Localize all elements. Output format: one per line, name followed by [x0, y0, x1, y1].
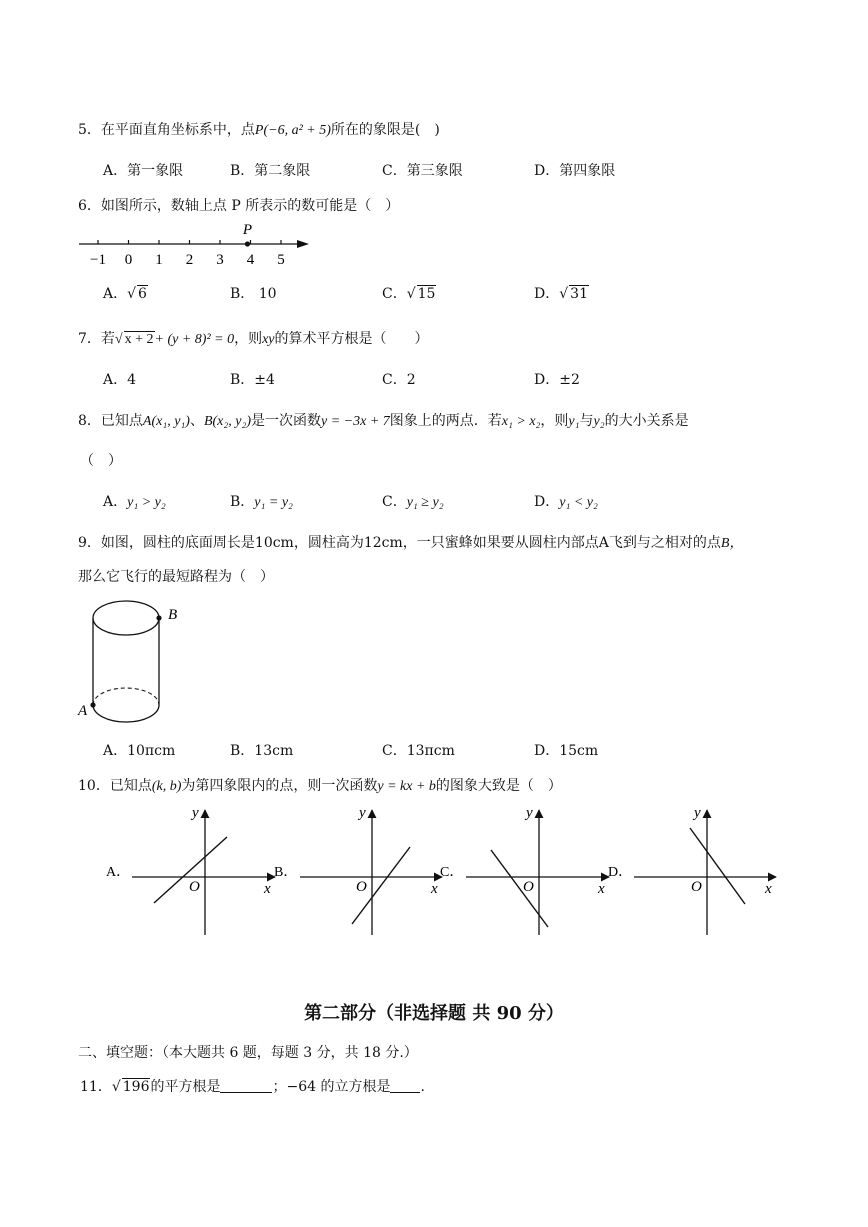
point-a-dot — [90, 702, 95, 707]
q10-graphs — [100, 800, 790, 940]
q11-stem: 11．√ 196的平方根是 ；−64 的立方根是 . — [80, 1079, 425, 1095]
q8-option-a-expr: y₁ > y₂ — [127, 495, 166, 510]
q10-func: y = kx + b — [377, 779, 436, 794]
part2-title: 第二部分（非选择题 共 90 分） — [304, 1003, 564, 1024]
fill-section-title: 二、填空题：（本大题共 6 题，每题 3 分，共 18 分.） — [78, 1045, 418, 1061]
graph-d — [608, 805, 776, 935]
q6-option-d-value: 31 — [570, 286, 588, 302]
number-line-tick-label: 5 — [277, 252, 285, 268]
number-line-tick-label: −1 — [90, 252, 106, 268]
cylinder-top-ellipse — [93, 601, 159, 635]
q8-point-b: B(x₂, y₂) — [203, 414, 252, 429]
point-b-dot — [156, 615, 161, 620]
q9-line1-text: 9．如图，圆柱的底面周长是10cm，圆柱高为12cm，一只蜜蜂如果要从圆柱内部点A飞到与之相对的点 — [78, 535, 721, 551]
q11-text-a: 11． — [80, 1079, 112, 1095]
graph-c-origin: O — [523, 879, 534, 895]
q5-text-a: 5．在平面直角坐标系中，点 — [78, 122, 255, 138]
graph-d-axis-y: y — [694, 805, 701, 821]
q10-kb: (k, b) — [151, 779, 182, 794]
number-line-tick-label: 3 — [216, 252, 224, 268]
graph-b-axis-y: y — [359, 805, 366, 821]
q7-stem: 7．若√ x + 2+ (y + 8)² = 0，则xy的算术平方根是（ ） — [78, 331, 429, 347]
q6-option-c-prefix: C． — [382, 286, 407, 302]
label-a: A — [78, 703, 88, 719]
q7-option-d[interactable]: D．±2 — [534, 372, 580, 388]
graph-b-label: B． — [274, 865, 298, 880]
q6-option-a[interactable]: A．√ 6 — [103, 286, 147, 302]
graph-a-origin: O — [189, 879, 200, 895]
q8-func: y = −3x + 7 — [321, 414, 390, 429]
q7-text-a: 7．若 — [78, 331, 115, 347]
q9-option-b[interactable]: B．13cm — [230, 743, 294, 759]
q6-option-a-value: 6 — [138, 286, 147, 302]
q9-option-c[interactable]: C．13πcm — [382, 743, 455, 759]
graph-c-axis-x: x — [598, 881, 605, 897]
number-line-tick-label: 4 — [246, 252, 255, 268]
graph-b-origin: O — [356, 879, 367, 895]
q8-option-a[interactable] — [103, 491, 166, 511]
q7-xy: xy — [262, 332, 275, 347]
graph-a — [106, 805, 275, 935]
q8-option-b-expr: y₁ = y₂ — [254, 495, 293, 510]
graph-b-axis-x: x — [431, 881, 438, 897]
q8-y2: y₂ — [593, 414, 605, 429]
graph-c-label: C． — [440, 865, 464, 880]
q7-option-c[interactable]: C．2 — [382, 372, 416, 388]
q8-text-a: 8．已知点 — [78, 413, 143, 429]
graph-d-label: D． — [608, 865, 633, 880]
number-line-tick-label: 1 — [155, 252, 163, 268]
q11-text-c: ；−64 的立方根是 — [272, 1079, 391, 1095]
q10-text-c: 的图象大致是（ ） — [435, 778, 562, 794]
q11-text-b: 的平方根是 — [150, 1079, 221, 1095]
q7-text-c: 的算术平方根是（ ） — [274, 331, 429, 347]
number-line-tick-label: 0 — [124, 252, 133, 268]
q7-expr-rest: + (y + 8)² = 0 — [154, 332, 235, 347]
point-p-label: P — [242, 222, 253, 238]
point-p-dot — [245, 241, 250, 246]
q8-option-b-prefix: B． — [230, 494, 255, 510]
q5-option-c[interactable]: C．第三象限 — [382, 163, 463, 179]
q10-stem — [78, 775, 562, 795]
q9-option-d[interactable]: D．15cm — [534, 743, 599, 759]
q8-text-d: ，则 — [540, 413, 569, 429]
q8-text-c: 图象上的两点．若 — [389, 413, 502, 429]
q7-option-b[interactable]: B．±4 — [230, 372, 275, 388]
graph-c — [440, 805, 609, 935]
graph-b — [274, 805, 442, 935]
q8-option-d[interactable] — [534, 491, 598, 511]
graph-d-axis-x: x — [765, 881, 772, 897]
q6-stem: 6．如图所示，数轴上点 P 所表示的数可能是（ ） — [78, 198, 400, 214]
q6-option-d[interactable]: D．√ 31 — [534, 286, 588, 302]
q6-option-a-prefix: A． — [103, 286, 128, 302]
q8-option-c[interactable] — [382, 491, 444, 511]
q7-expr-sqrt: x + 2 — [124, 332, 154, 347]
q8-text-e: 与 — [579, 413, 594, 429]
q9-line1-end: B， — [720, 536, 744, 551]
q5-option-a[interactable]: A．第一象限 — [103, 163, 184, 179]
q6-option-b-value: 10 — [258, 286, 277, 302]
q8-sep: 、 — [189, 413, 204, 429]
cylinder-bottom-front — [93, 705, 159, 722]
q5-option-b[interactable]: B．第二象限 — [230, 163, 311, 179]
q8-line2: （ ） — [80, 453, 122, 469]
q5-stem — [78, 119, 440, 139]
graph-c-axis-y: y — [526, 805, 533, 821]
q6-option-b[interactable] — [230, 283, 277, 303]
q10-text-b: 为第四象限内的点，则一次函数 — [181, 778, 378, 794]
q6-option-c[interactable]: C．√ 15 — [382, 286, 436, 302]
q8-text-f: 的大小关系是 — [604, 413, 689, 429]
cylinder-bottom-back-dashed — [93, 688, 159, 705]
q6-option-d-prefix: D． — [534, 286, 560, 302]
graph-a-axis-x: x — [264, 881, 271, 897]
graph-a-axis-y: y — [192, 805, 199, 821]
q8-option-b[interactable] — [230, 491, 293, 511]
q6-option-b-prefix: B． — [230, 286, 255, 302]
q5-text-b: 所在的象限是( ) — [330, 122, 440, 138]
q8-option-c-expr: y₁ ≥ y₂ — [406, 495, 444, 510]
q11-text-d: . — [420, 1079, 425, 1095]
q5-point-expr: P(−6, a² + 5) — [254, 123, 331, 138]
q5-option-d[interactable]: D．第四象限 — [534, 163, 616, 179]
q8-option-d-prefix: D． — [534, 494, 560, 510]
q11-blank-1[interactable] — [220, 1078, 272, 1093]
q8-option-c-prefix: C． — [382, 494, 407, 510]
q7-option-a[interactable]: A．4 — [103, 372, 137, 388]
q8-point-a: A(x₁, y₁) — [142, 414, 190, 429]
q6-option-c-value: 15 — [417, 286, 436, 302]
q8-text-b: 是一次函数 — [251, 413, 322, 429]
q8-option-d-expr: y₁ < y₂ — [559, 495, 598, 510]
number-line — [75, 218, 320, 270]
q8-stem — [78, 410, 689, 430]
q9-line1 — [78, 532, 743, 552]
q10-text-a: 10．已知点 — [78, 778, 152, 794]
q9-line2: 那么它飞行的最短路程为（ ） — [78, 569, 274, 585]
q8-y1: y₁ — [568, 414, 580, 429]
number-line-arrow — [297, 240, 309, 248]
q11-blank-2[interactable] — [390, 1078, 420, 1093]
q9-option-a[interactable]: A．10πcm — [103, 743, 176, 759]
q8-cond: x₁ > x₂ — [501, 414, 541, 429]
cylinder-figure — [72, 596, 192, 731]
q7-text-b: ，则 — [234, 331, 263, 347]
number-line-tick-label: 2 — [185, 252, 194, 268]
q8-option-a-prefix: A． — [103, 494, 128, 510]
q11-sqrt-value: 196 — [122, 1079, 150, 1095]
graph-a-label: A． — [106, 865, 131, 880]
graph-d-origin: O — [691, 879, 702, 895]
label-b: B — [168, 607, 178, 623]
